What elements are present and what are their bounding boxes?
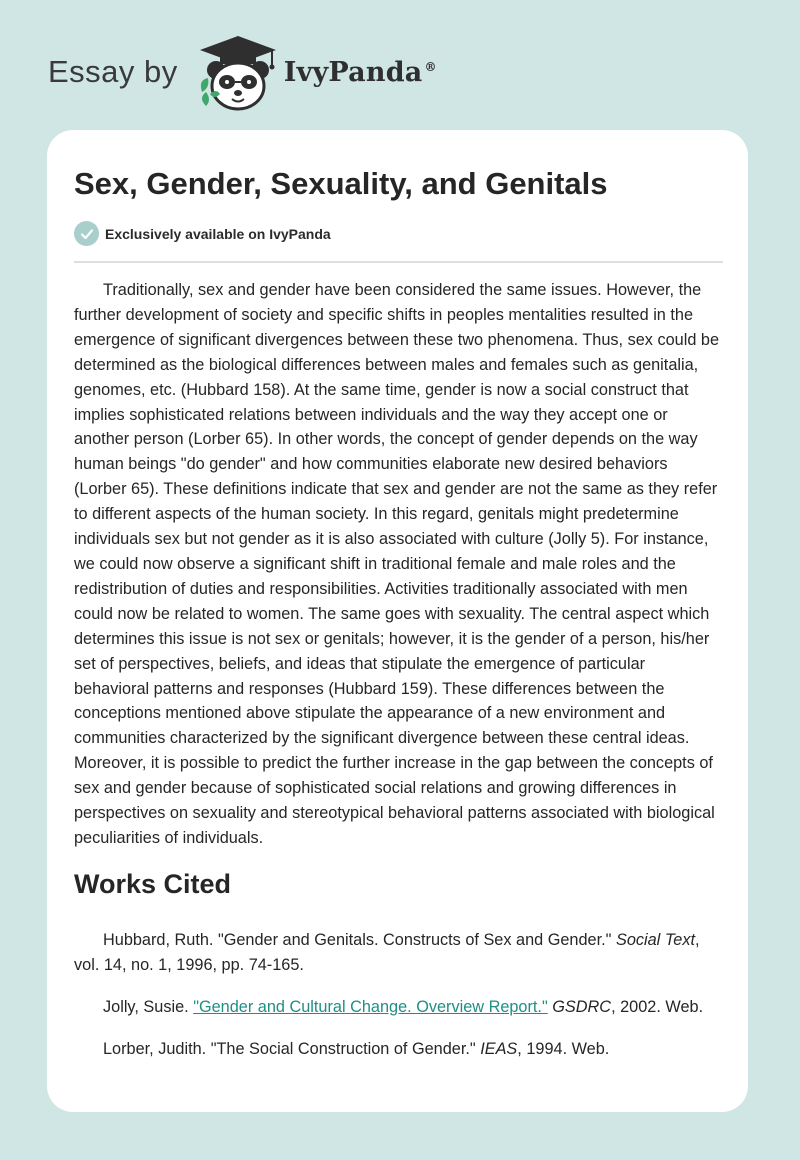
essay-title: Sex, Gender, Sexuality, and Genitals xyxy=(74,166,608,201)
citation-jolly: Jolly, Susie. "Gender and Cultural Change. Overview Report." GSDRC, 2002. Web. xyxy=(103,998,704,1016)
essay-by-label: Essay by xyxy=(48,54,178,89)
ivypanda-brand-name[interactable]: IvyPanda ® xyxy=(283,56,437,88)
ivypanda-logo-icon[interactable] xyxy=(196,32,280,112)
title-divider xyxy=(74,261,723,263)
exclusive-label: Exclusively available on IvyPanda xyxy=(105,225,331,242)
citation-lorber: Lorber, Judith. "The Social Construction of Gender." IEAS, 1994. Web. xyxy=(103,1040,610,1058)
check-icon xyxy=(74,221,99,246)
registered-mark: ® xyxy=(424,59,437,74)
works-cited-heading: Works Cited xyxy=(74,869,232,899)
essay-body-paragraph: Traditionally, sex and gender have been considered the same issues. However, the further development of society and specific shifts in peoples mentalities resulted in the emergence of significant divergences between these two phenomena. Thus, sex could be determined as the biological differences between males and females such as genitalia, genomes, etc. (Hubbard 158). At the same time, gender is now a social construct that implies sophisticated relations between individuals and the way they accept one or another person (Lorber 65). In other words, the concept of gender depends on the way human beings "do gender" and how communities elaborate new desired behaviors (Lorber 65). These definitions indicate that sex and gender are not the same as they refer to different aspects of the human society. In this regard, genitals might predetermine individuals sex but not gender as it is also associated with culture (Jolly 5). For instance, we could now observe a significant shift in traditional female and male roles and the redistribution of duties and responsibilities. Activities traditionally associated with men could now be related to women. The same goes with sexuality. The central aspect which determines this issue is not sex or genitals; however, it is the gender of a person, his/her set of perspectives, beliefs, and ideas that stipulate the emergence of particular behavioral patterns and responses (Hubbard 159). These differences between the conceptions mentioned above stipulate the appearance of a new environment and communities characterized by the significant divergence between these central ideas. Moreover, it is possible to predict the further increase in the gap between the concepts of sex and gender because of sophisticated social relations and growing differences in perspectives on sexuality and stereotypical behavioral patterns associated with biological peculiarities of individuals. xyxy=(74,281,720,847)
essay-card xyxy=(47,130,748,1112)
exclusive-badge xyxy=(74,221,331,246)
citation-jolly-link[interactable]: "Gender and Cultural Change. Overview Report." xyxy=(193,998,548,1016)
citation-hubbard: Hubbard, Ruth. "Gender and Genitals. Constructs of Sex and Gender." Social Text, vol. 14, no. 1, 1996, pp. 74-165. xyxy=(74,931,700,974)
site-header xyxy=(48,32,748,112)
